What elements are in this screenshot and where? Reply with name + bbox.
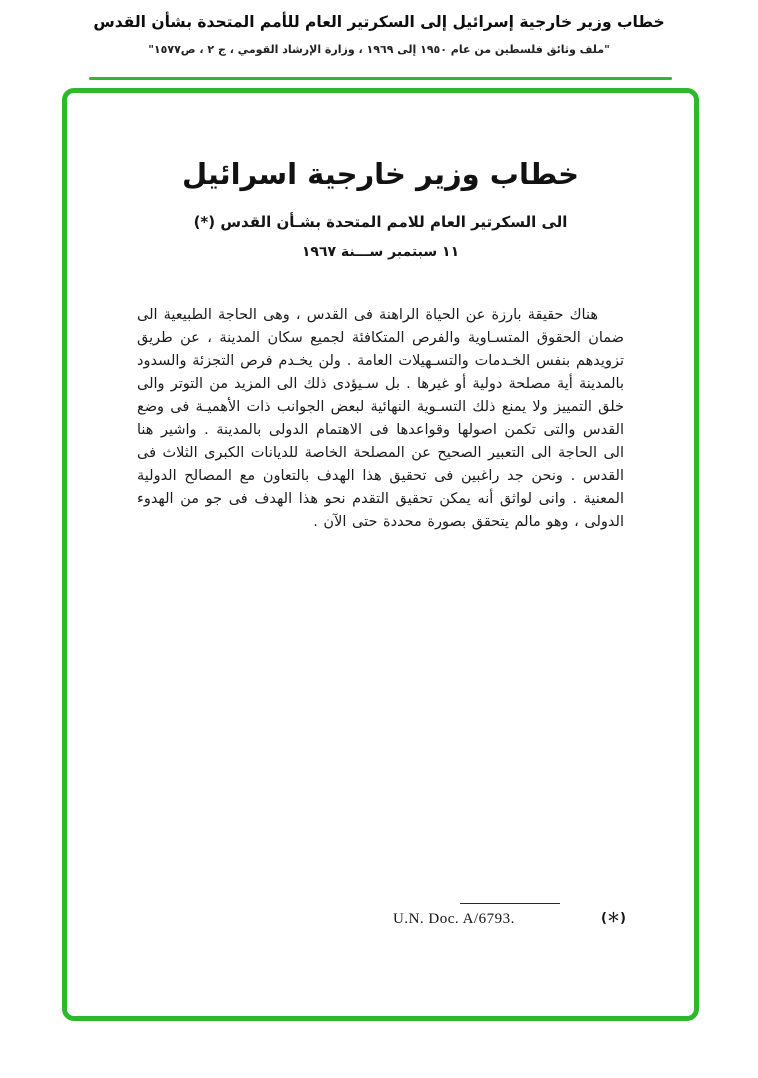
document-date: ١١ سبتمبر ســـنة ١٩٦٧ (301, 244, 460, 260)
header-source-citation: "ملف وثائق فلسطين من عام ١٩٥٠ إلى ١٩٦٩ ، وزارة الإرشاد القومي ، ج ٢ ، ص١٥٧٧" (148, 43, 610, 56)
page-header (0, 13, 758, 56)
footnote-citation: U.N. Doc. A/6793. (393, 911, 515, 927)
footnote-marker: (＊) (601, 911, 626, 926)
green-divider-line (89, 77, 672, 80)
document-body-paragraph: هناك حقيقة بارزة عن الحياة الراهنة فى القدس ، وهى الحاجة الطبيعية الى ضمان الحقوق المتسـاوية والفرص المتكافئة لجميع سكان المدينة ، عن طريق تزويدهم بنفس الخـدمات والتسـهيلات العامة . ولن يخـدم فرص التجزئة والسدود بالمدينة أية مصلحة دولية أو غيرها . بل سـيؤدى ذلك الى المزيد من التوتر والى خلق التمييز ولا يمنع ذلك التسـوية النهائية لبعض الجوانب ذات الأهميـة فى وضع القدس والتى تكمن اصولها وقواعدها فى الاهتمام الدولى بالمدينة . واشير هنا الى الحاجة الى التعبير الصحيح عن المصلحة الخاصة للديانات الكبرى الثلاث فى القدس . ونحن جد راغبين فى تحقيق هذا الهدف بالتعاون مع المصالح الدولية المعنية . وانى لواثق أنه يمكن تحقيق التقدم نحو هذا الهدف فى جو من الهدوء الدولى ، وهو مالم يتحقق بصورة محددة حتى الآن . (137, 307, 624, 530)
document-subtitle: الى السكرتير العام للامم المتحدة بشـأن القدس (*) (193, 213, 568, 231)
document-title: خطاب وزير خارجية اسرائيل (182, 157, 579, 191)
header-title: خطاب وزير خارجية إسرائيل إلى السكرتير العام للأمم المتحدة بشأن القدس (93, 13, 665, 31)
document-frame (62, 88, 699, 1021)
footnote-separator-rule (460, 903, 560, 904)
